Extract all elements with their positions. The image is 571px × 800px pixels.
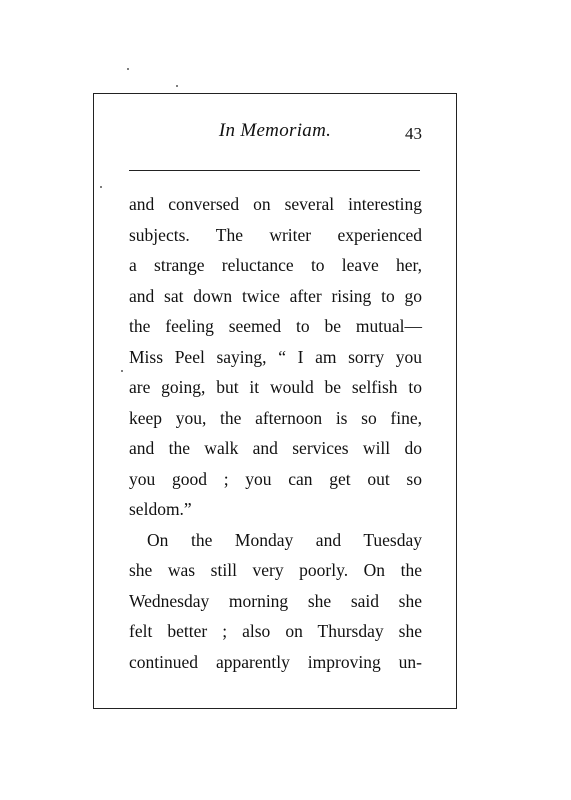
text-line: felt better ; also on Thursday she [129,621,422,641]
body-text [129,189,422,677]
text-line: seldom.” [129,499,192,519]
text-line: the feeling seemed to be mutual— [129,316,422,336]
page-number: 43 [405,124,422,143]
page-header [94,120,456,148]
text-line: Miss Peel saying, “ I am sorry you [129,346,422,367]
text-line: she was still very poorly. On the [129,560,422,580]
text-line: and conversed on several interesting [129,194,422,214]
text-line: you good ; you can get out so [129,468,422,489]
text-line: keep you, the afternoon is so fine, [129,407,422,428]
text-line: and sat down twice after rising to go [129,285,422,306]
paragraph-start-line: On the Monday and Tuesday [147,529,422,550]
text-line: and the walk and services will do [129,438,422,458]
text-line: Wednesday morning she said she [129,590,422,611]
text-line: continued apparently improving un- [129,651,422,672]
text-line: a strange reluctance to leave her, [129,255,422,275]
running-title: In Memoriam. [218,120,332,141]
header-rule [129,170,420,171]
page-border [93,93,457,709]
text-line: are going, but it would be selfish to [129,377,422,397]
text-line: subjects. The writer experienced [129,224,422,245]
